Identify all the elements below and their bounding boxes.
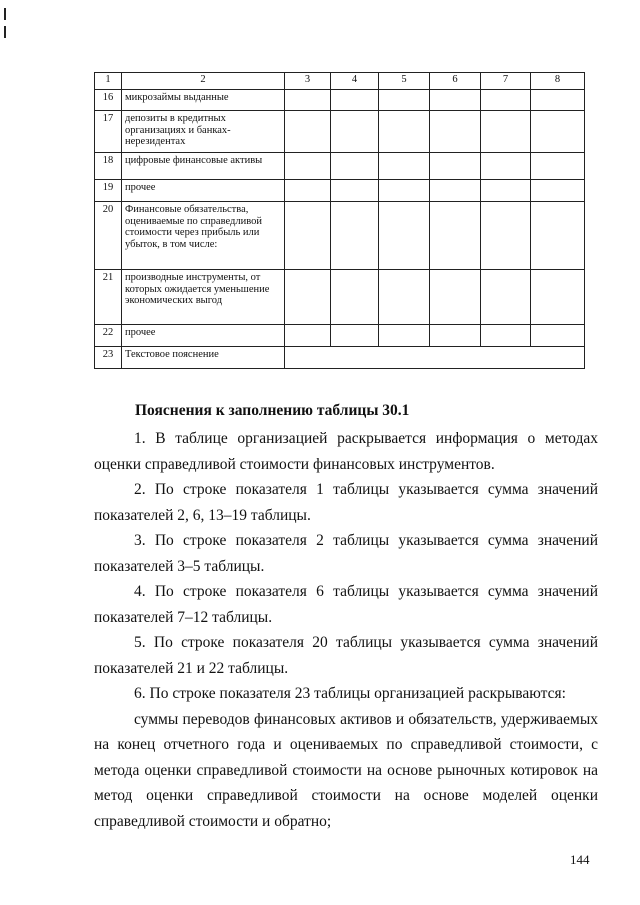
row-number: 21 (95, 270, 122, 325)
table-cell (331, 153, 379, 180)
paragraph: 1. В таблице организацией раскрывается информация о методах оценки справедливой стоимости финансовых инструментов. (94, 430, 598, 473)
row-number: 18 (95, 153, 122, 180)
paragraph: 3. По строке показателя 2 таблицы указывается сумма значений показателей 3–5 таблицы. (94, 532, 598, 575)
table-row (95, 90, 585, 111)
table-cell (481, 180, 531, 202)
table-row (95, 347, 585, 369)
row-label: прочее (122, 325, 285, 347)
column-header: 3 (285, 73, 331, 90)
column-header: 4 (331, 73, 379, 90)
table-header-row (95, 73, 585, 90)
table-cell (379, 111, 430, 153)
row-number: 17 (95, 111, 122, 153)
table-cell (331, 111, 379, 153)
table-cell (285, 111, 331, 153)
row-label: прочее (122, 180, 285, 202)
explanation-text (94, 426, 598, 834)
row-label: депозиты в кредитных организациях и банках-нерезидентах (122, 111, 285, 153)
table-cell (481, 202, 531, 270)
row-number: 19 (95, 180, 122, 202)
column-header: 8 (531, 73, 585, 90)
row-number: 20 (95, 202, 122, 270)
table-cell (531, 270, 585, 325)
table-cell (481, 90, 531, 111)
row-label: микрозаймы выданные (122, 90, 285, 111)
row-label: цифровые финансовые активы (122, 153, 285, 180)
table-cell (531, 202, 585, 270)
table-cell (285, 202, 331, 270)
row-label: Текстовое пояснение (122, 347, 285, 369)
table-row (95, 153, 585, 180)
table-cell (531, 153, 585, 180)
row-number: 23 (95, 347, 122, 369)
table-row (95, 202, 585, 270)
table-cell (379, 325, 430, 347)
paragraph: 5. По строке показателя 20 таблицы указывается сумма значений показателей 21 и 22 таблицы. (94, 634, 598, 677)
page-number: 144 (570, 852, 590, 867)
row-label: производные инструменты, от которых ожидается уменьшение экономических выгод (122, 270, 285, 325)
table-cell (430, 90, 481, 111)
table-cell (331, 325, 379, 347)
margin-mark (4, 26, 6, 38)
table-cell (430, 270, 481, 325)
table-cell (430, 325, 481, 347)
table-cell (379, 270, 430, 325)
column-header: 5 (379, 73, 430, 90)
row-number: 16 (95, 90, 122, 111)
table-row (95, 111, 585, 153)
fair-value-table (94, 72, 585, 369)
table-cell (379, 180, 430, 202)
table-cell (285, 270, 331, 325)
column-header: 1 (95, 73, 122, 90)
merged-cell (285, 347, 585, 369)
column-header: 6 (430, 73, 481, 90)
table-cell (430, 153, 481, 180)
table-cell (430, 202, 481, 270)
table-row (95, 180, 585, 202)
paragraph: 6. По строке показателя 23 таблицы организацией раскрываются: (134, 685, 566, 702)
paragraph: 4. По строке показателя 6 таблицы указывается сумма значений показателей 7–12 таблицы. (94, 583, 598, 626)
row-number: 22 (95, 325, 122, 347)
table-row (95, 325, 585, 347)
table-cell (531, 325, 585, 347)
column-header: 2 (122, 73, 285, 90)
table-cell (379, 202, 430, 270)
table-cell (285, 180, 331, 202)
table-cell (331, 202, 379, 270)
table-cell (531, 180, 585, 202)
table-cell (481, 270, 531, 325)
paragraph: суммы переводов финансовых активов и обязательств, удерживаемых на конец отчетного года и оцениваемых по справедливой стоимости, с метода оценки справедливой стоимости на основе рыночных котировок на метод оценки справедливой стоимости на основе моделей оценки справедливой стоимости и обратно; (94, 710, 598, 830)
table-cell (481, 325, 531, 347)
paragraph: 2. По строке показателя 1 таблицы указывается сумма значений показателей 2, 6, 13–19 таблицы. (94, 481, 598, 524)
table-cell (331, 180, 379, 202)
table-row (95, 270, 585, 325)
table-cell (430, 111, 481, 153)
table-cell (481, 111, 531, 153)
section-heading: Пояснения к заполнению таблицы 30.1 (135, 402, 410, 419)
column-header: 7 (481, 73, 531, 90)
table-cell (285, 153, 331, 180)
table-cell (331, 90, 379, 111)
table-cell (531, 111, 585, 153)
table-cell (331, 270, 379, 325)
table-cell (481, 153, 531, 180)
margin-mark (4, 8, 6, 20)
table-cell (379, 153, 430, 180)
table-cell (430, 180, 481, 202)
table-cell (531, 90, 585, 111)
table-cell (285, 325, 331, 347)
row-label: Финансовые обязательства, оцениваемые по справедливой стоимости через прибыль или убыток, в том числе: (122, 202, 285, 270)
table-cell (379, 90, 430, 111)
table-cell (285, 90, 331, 111)
